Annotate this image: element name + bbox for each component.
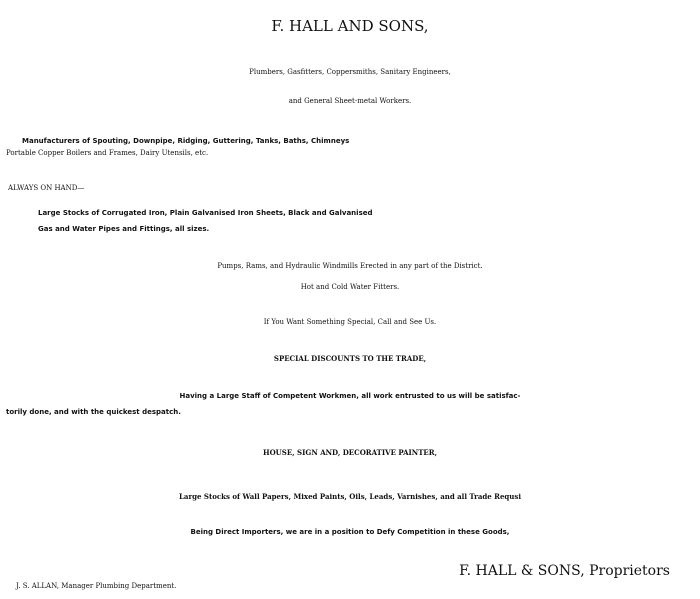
manager-signature: J. S. ALLAN, Manager Plumbing Department. <box>16 582 177 590</box>
trades-line-2: and General Sheet-metal Workers. <box>288 97 412 105</box>
importers-line: Being Direct Importers, we are in a position to Defy Competition in these Goods, <box>190 528 510 536</box>
staff-line-2: torily done, and with the quickest despatch. <box>6 408 181 416</box>
stocks-line-2: Gas and Water Pipes and Fittings, all sizes. <box>38 225 210 233</box>
trades-line-1: Plumbers, Gasfitters, Coppersmiths, Sanitary Engineers, <box>249 68 451 76</box>
pumps-line-2: Hot and Cold Water Fitters. <box>300 283 400 291</box>
staff-line-1: Having a Large Staff of Competent Workmen, all work entrusted to us will be satisfac- <box>179 392 521 400</box>
manufacturers-line-2: Portable Copper Boilers and Frames, Dairy Utensils, etc. <box>6 149 209 157</box>
wallpapers-line: Large Stocks of Wall Papers, Mixed Paints, Oils, Leads, Varnishes, and all Trade Requsi <box>179 492 521 501</box>
special-call-line: If You Want Something Special, Call and See Us. <box>263 318 437 326</box>
manufacturers-line-1: Manufacturers of Spouting, Downpipe, Ridging, Guttering, Tanks, Baths, Chimneys <box>22 137 350 145</box>
stocks-line-1: Large Stocks of Corrugated Iron, Plain Galvanised Iron Sheets, Black and Galvanised <box>38 209 373 217</box>
painter-heading: HOUSE, SIGN AND, DECORATIVE PAINTER, <box>262 448 438 457</box>
proprietors-signature: F. HALL & SONS, Proprietors <box>459 563 670 579</box>
always-on-hand-heading: ALWAYS ON HAND— <box>8 184 85 192</box>
advert-title: F. HALL AND SONS, <box>271 17 429 35</box>
pumps-line-1: Pumps, Rams, and Hydraulic Windmills Erected in any part of the District. <box>217 262 483 270</box>
special-discounts-heading: SPECIAL DISCOUNTS TO THE TRADE, <box>273 354 427 363</box>
